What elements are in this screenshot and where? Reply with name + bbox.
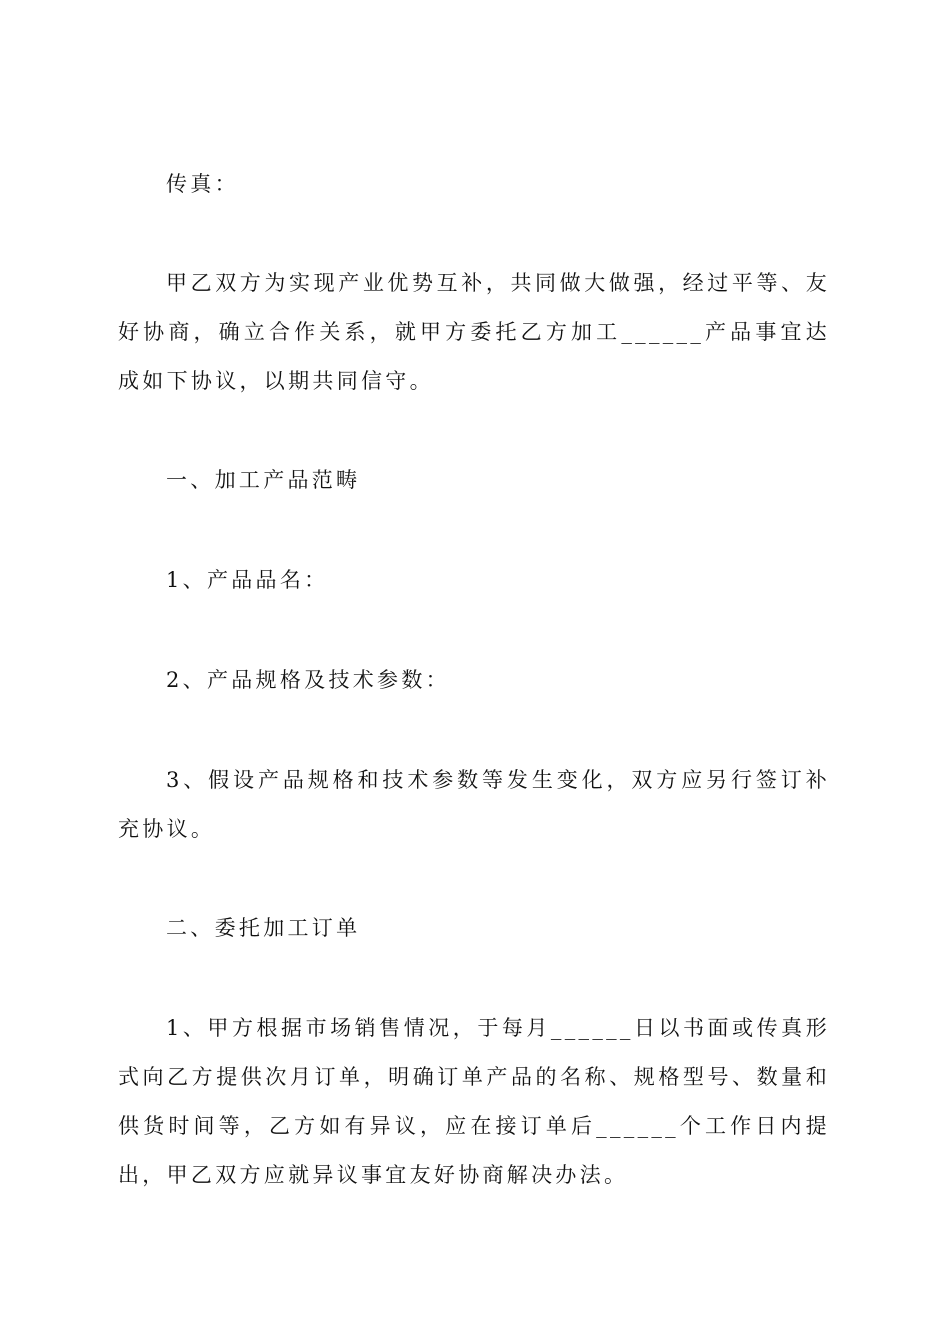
clause-product-name: 1、产品品名： <box>166 568 329 592</box>
clause-product-specs: 2、产品规格及技术参数： <box>166 668 450 692</box>
intro-paragraph: 甲乙双方为实现产业优势互补，共同做大做强，经过平等、友好协商，确立合作关系，就甲方委托乙方加工______产品事宜达成如下协议，以期共同信守。 <box>118 271 830 393</box>
clause-order-procedure: 1、甲方根据市场销售情况，于每月______日以书面或传真形式向乙方提供次月订单，明确订单产品的名称、规格型号、数量和供货时间等，乙方如有异议，应在接订单后______个工作日内提出，甲乙双方应就异议事宜友好协商解决办法。 <box>118 1016 830 1187</box>
clause-spec-change: 3、假设产品规格和技术参数等发生变化，双方应另行签订补充协议。 <box>118 768 830 841</box>
fax-line: 传真： <box>166 172 239 196</box>
document-body <box>118 160 830 1200</box>
section-heading-orders: 二、委托加工订单 <box>166 916 361 940</box>
section-heading-processing-scope: 一、加工产品范畴 <box>166 468 361 492</box>
